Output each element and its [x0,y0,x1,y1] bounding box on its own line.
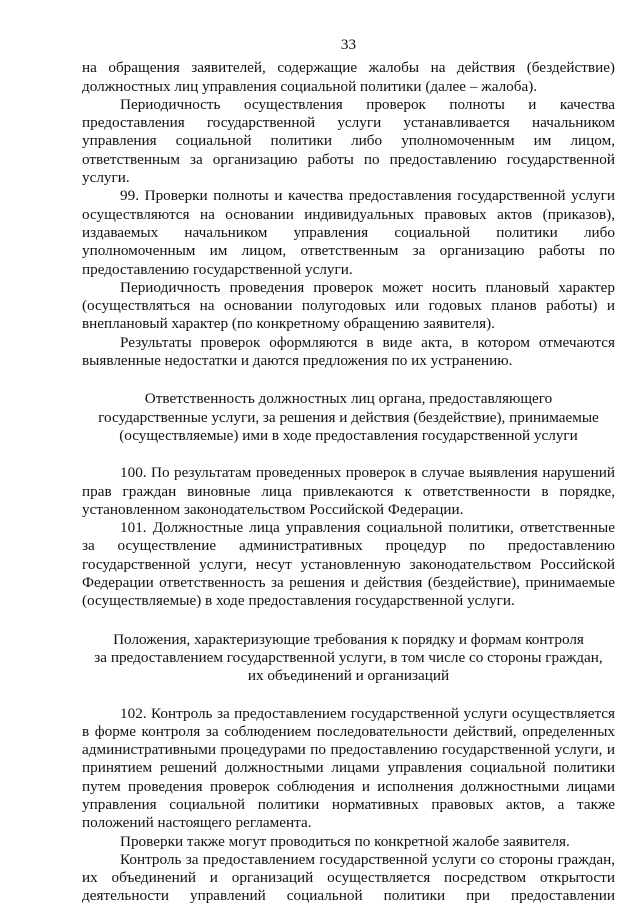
paragraph-100: 100. По результатам проведенных проверок в случае выявления нарушений прав граждан виновные лица привлекаются к ответственности в порядке, установленном законодательством Российской Федерации. [82,464,615,518]
paragraph-102: 102. Контроль за предоставлением государственной услуги осуществляется в форме контроля за соблюдением последовательности действий, определенных административными процедурами по предоставлению государственной услуги, и принятием решений должностными лицами управления социальной политики путем проведения проверок соблюдения и исполнения должностными лицами управления социальной политики нормативных правовых актов, а также положений настоящего регламента. [82,704,615,832]
paragraph-complaint-checks: Проверки также могут проводиться по конкретной жалобе заявителя. [120,832,570,850]
document-page [82,36,615,906]
section-control [82,705,615,906]
paragraph-periodicity-set: Периодичность осуществления проверок полноты и качества предоставления государственной услуги устанавливается начальником управления социальной политики либо уполномоченным им лицом, ответственным за организацию работы по предоставлению государственной услуги. [82,95,615,187]
paragraph-complaints-cont: на обращения заявителей, содержащие жалобы на действия (бездействие) должностных лиц управления социальной политики (далее – жалоба). [82,59,615,95]
section-inspections [82,59,615,370]
paragraph-101: 101. Должностные лица управления социальной политики, ответственные за осуществление административных процедур по предоставлению государственной услуги, несут установленную законодательством Российской Федерации ответственность за решения и действия (бездействие), принимаемые (осуществляемые) в ходе предоставления государственной услуги. [82,519,615,610]
section-responsibility [82,464,615,610]
heading-responsibility-line: Ответственность должностных лиц органа, предоставляющего [144,390,553,408]
heading-control-line: их объединений и организаций [247,667,450,685]
heading-responsibility-line: государственные услуги, за решения и действия (бездействие), принимаемые [98,408,599,426]
heading-control [82,631,615,686]
heading-responsibility [82,390,615,445]
heading-responsibility-line: (осуществляемые) ими в ходе предоставления государственной услуги [119,426,578,444]
heading-control-line: за предоставлением государственной услуги, в том числе со стороны граждан, [94,648,603,666]
paragraph-citizen-control: Контроль за предоставлением государственной услуги со стороны граждан, их объединений и организаций осуществляется посредством открытости деятельности управлений социальной политики при предоставлении [82,850,615,905]
heading-control-line: Положения, характеризующие требования к порядку и формам контроля [113,630,584,648]
paragraph-99: 99. Проверки полноты и качества предоставления государственной услуги осуществляются на основании индивидуальных правовых актов (приказов), издаваемых начальником управления социальной политики либо уполномоченным им лицом, ответственным за организацию работы по предоставлению государственной услуги. [82,187,615,278]
paragraph-results: Результаты проверок оформляются в виде акта, в котором отмечаются выявленные недостатки и даются предложения по их устранению. [82,333,615,370]
page-number: 33 [340,36,357,53]
paragraph-periodicity-nature: Периодичность проведения проверок может носить плановый характер (осуществляться на основании полугодовых или годовых планов работы) и внеплановый характер (по конкретному обращению заявителя). [82,278,615,333]
